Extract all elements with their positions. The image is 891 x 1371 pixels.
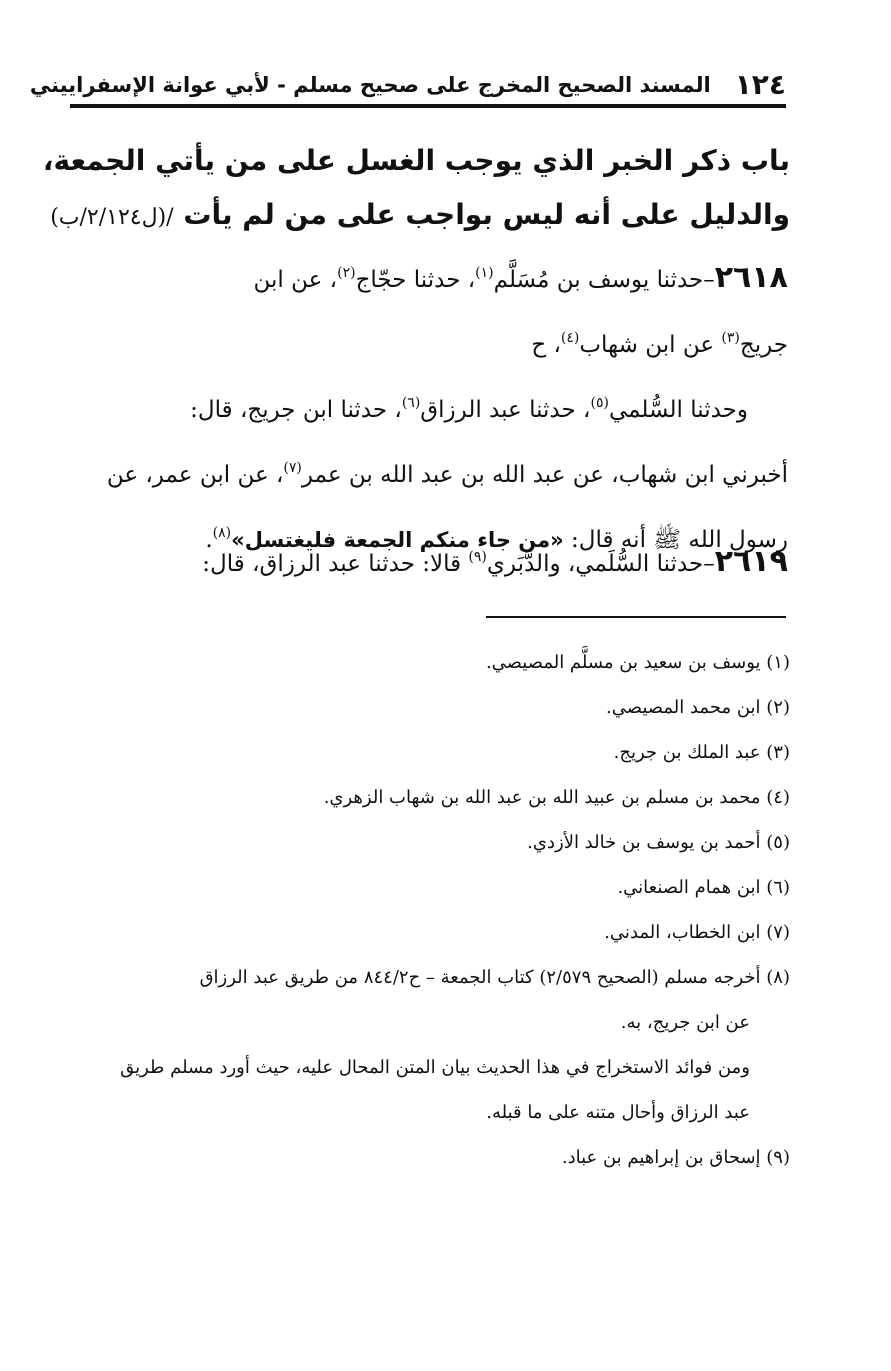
footnote-5: (٥) أحمد بن يوسف بن خالد الأزدي. xyxy=(527,832,790,853)
footnotes xyxy=(74,640,790,1180)
footnote-9: (٩) إسحاق بن إبراهيم بن عباد. xyxy=(561,1147,790,1168)
text: ، عن ابن xyxy=(253,267,338,293)
text: جريج xyxy=(739,332,788,358)
text: عن ابن شهاب xyxy=(579,332,722,358)
text: أخبرني ابن شهاب، عن عبد الله بن عبد الله بن عمر xyxy=(301,462,788,488)
hadith-2618-line-3 xyxy=(70,374,788,439)
chapter-title-line-2-text: والدليل على أنه ليس بواجب على من لم يأت xyxy=(183,198,790,231)
footnote-ref: (٨) xyxy=(212,525,232,541)
page-header xyxy=(29,58,786,102)
running-title: المسند الصحيح المخرج على صحيح مسلم - لأبي عوانة الإسفراييني xyxy=(29,73,711,97)
chapter-title-line-2 xyxy=(50,188,790,245)
footnote-ref: (٦) xyxy=(401,395,421,411)
footnote-1: (١) يوسف بن سعيد بن مسلَّم المصيصي. xyxy=(485,652,790,673)
text: ، حدثنا عبد الرزاق xyxy=(420,397,591,423)
chapter-title-line-1: باب ذكر الخبر الذي يوجب الغسل على من يأتي الجمعة، xyxy=(42,144,790,177)
hadith-2618 xyxy=(70,244,788,569)
footnote-7: (٧) ابن الخطاب، المدني. xyxy=(604,922,790,943)
text: قالا: حدثنا عبد الرزاق، قال: xyxy=(202,551,469,577)
hadith-2619-line-1 xyxy=(70,528,788,593)
text: رسول الله ﷺ أنه قال: xyxy=(563,527,788,553)
text: ، عن ابن عمر، عن xyxy=(106,462,284,488)
prophetic-quote: «من جاء منكم الجمعة فليغتسل» xyxy=(231,528,564,552)
text: ، حدثنا ابن جريج، قال: xyxy=(190,397,402,423)
text: . xyxy=(205,527,213,553)
footnote-2: (٢) ابن محمد المصيصي. xyxy=(606,697,790,718)
text: ، حدثنا حجّاج xyxy=(355,267,476,293)
hadith-2618-line-1 xyxy=(70,244,788,309)
footnote-ref: (٩) xyxy=(468,549,487,565)
hadith-2618-line-4 xyxy=(70,439,788,504)
chapter-title xyxy=(42,134,790,245)
footnote-6: (٦) ابن همام الصنعاني. xyxy=(617,877,790,898)
hadith-number: ٢٦١٨ xyxy=(714,260,788,295)
footnote-separator xyxy=(486,616,786,618)
hadith-2618-line-2 xyxy=(70,309,788,374)
hadith-number: ٢٦١٩ xyxy=(714,544,788,579)
footnote-8: (٨) أخرجه مسلم (الصحيح ٢/٥٧٩) كتاب الجمعة – ح٨٤٤/٢ من طريق عبد الرزاق xyxy=(199,967,790,988)
page-number: ١٢٤ xyxy=(734,68,786,101)
footnote-ref: (٣) xyxy=(721,330,740,346)
footnote-ref: (٤) xyxy=(560,330,580,346)
hadith-2619 xyxy=(70,528,788,593)
header-rule xyxy=(70,104,786,108)
footnote-ref: (٥) xyxy=(590,395,609,411)
manuscript-reference: /(ل٢/١٢٤/ب) xyxy=(50,205,174,230)
text: ، ح xyxy=(531,332,561,358)
text: –حدثنا السُّلَمي، والدَّبَري xyxy=(486,551,715,577)
footnote-3: (٣) عبد الملك بن جريج. xyxy=(613,742,790,763)
text: وحدثنا السُّلمي xyxy=(608,397,748,423)
footnote-4: (٤) محمد بن مسلم بن عبيد الله بن عبد الله بن شهاب الزهري. xyxy=(323,787,790,808)
footnote-8-note-continued: عبد الرزاق وأحال متنه على ما قبله. xyxy=(486,1102,750,1123)
text: –حدثنا يوسف بن مُسَلَّم xyxy=(493,267,715,293)
footnote-ref: (٢) xyxy=(337,265,356,281)
footnote-ref: (١) xyxy=(475,265,494,281)
footnote-8-continued: عن ابن جريج، به. xyxy=(620,1012,750,1033)
footnote-ref: (٧) xyxy=(283,460,302,476)
footnote-8-note: ومن فوائد الاستخراج في هذا الحديث بيان المتن المحال عليه، حيث أورد مسلم طريق xyxy=(120,1057,750,1078)
